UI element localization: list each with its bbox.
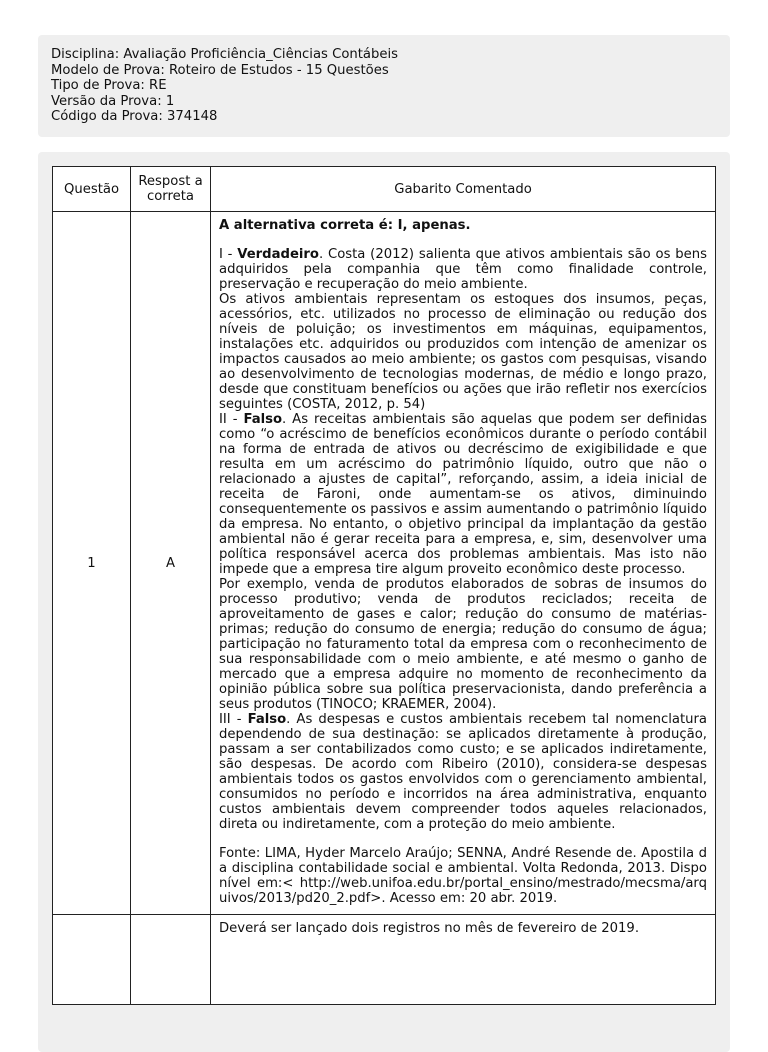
source-citation: Fonte: LIMA, Hyder Marcelo Araújo; SENNA, André Resende de. Apostila da disciplina contabilidade social e ambiental. Volta Redonda, 2013. Disponível em:< http://web.unifoa.edu.br/portal_ensino/mestrado/mecsma/arquivos/2013/pd20_2.pdf>. Acesso em: 20 abr. 2019. [219, 846, 707, 906]
answer-text: Deverá ser lançado dois registros no mês de fevereiro de 2019. [219, 921, 640, 936]
disciplina-line: Disciplina: Avaliação Proficiência_Ciências Contábeis [51, 47, 399, 62]
item-ii-detail: Por exemplo, venda de produtos elaborados de sobras de insumos do processo produtivo; venda de produtos reciclados; receita de aproveitamento de gases e calor; redução do consumo de matérias-primas; redução do consumo de energia; redução do consumo de água; participação no faturamento total da empresa com o reconhecimento de sua responsabilidade com o meio ambiente, e até mesmo o ganho de mercado que a empresa adquire no momento de reconhecimento da opinião pública sobre sua política preservacionista, dando preferência a seus produtos (TINOCO; KRAEMER, 2004). [219, 577, 707, 712]
item-iii: III - Falso. As despesas e custos ambientais recebem tal nomenclatura dependendo de sua destinação: se aplicados diretamente à produção, passam a ser contabilizados como custo; e se aplicados indiretamente, são despesas. De acordo com Ribeiro (2010), considera-se despesas ambientais todos os gastos envolvidos com o gerenciamento ambiental, consumidos no período e incorridos na área administrativa, enquanto custos ambientais devem compreender todos aqueles relacionados, direta ou indiretamente, com a proteção do meio ambiente. [219, 712, 707, 832]
questao-number: 1 [53, 212, 131, 915]
item-ii: II - Falso. As receitas ambientais são aquelas que podem ser definidas como “o acréscimo de benefícios econômicos durante o período contábil na forma de entrada de ativos ou decréscimo de exigibilidade e que resulta em um acréscimo do patrimônio líquido, outro que não o relacionado a ajustes de capital”, reforçando, assim, a ideia inicial de receita de Faroni, onde aumentam-se os ativos, diminuindo consequentemente os passivos e assim aumentando o patrimônio líquido da empresa. No entanto, o objetivo principal da implantação da gestão ambiental não é gerar receita para a empresa, e, sim, desenvolver uma política responsável acerca dos problemas ambientais. Mas isto não impede que a empresa tire algum proveito econômico deste processo. [219, 412, 708, 577]
correct-answer [131, 915, 211, 1005]
gabarito-comment [211, 212, 716, 915]
questao-number [53, 915, 131, 1005]
codigo-line: Código da Prova: 374148 [51, 109, 218, 124]
gabarito-comment [211, 915, 716, 1005]
item-i-detail: Os ativos ambientais representam os estoques dos insumos, peças, acessórios, etc. utilizados no processo de eliminação ou redução dos níveis de poluição; os investimentos em máquinas, equipamentos, instalações etc. adquiridos ou produzidos com intenção de amenizar os impactos causados ao meio ambiente; os gastos com pesquisas, visando ao desenvolvimento de tecnologias modernas, de médio e longo prazo, desde que constituam benefícios ou ações que irão refletir nos exercícios seguintes (COSTA, 2012, p. 54) [219, 292, 707, 412]
answer-key-table [52, 166, 716, 1005]
item-i: I - Verdadeiro. Costa (2012) salienta que ativos ambientais são os bens adquiridos pela companhia que têm como finalidade controle, preservação e recuperação do meio ambiente. [219, 247, 707, 292]
modelo-line: Modelo de Prova: Roteiro de Estudos - 15 Questões [51, 62, 389, 78]
tipo-line: Tipo de Prova: RE [51, 78, 167, 93]
table-row [53, 212, 716, 915]
exam-info-header [38, 35, 730, 137]
versao-line: Versão da Prova: 1 [51, 93, 175, 109]
header-questao: Questão [53, 167, 131, 212]
table-header-row [53, 167, 716, 212]
answer-headline: A alternativa correta é: I, apenas. [219, 218, 471, 233]
correct-answer: A [131, 212, 211, 915]
header-gabarito: Gabarito Comentado [211, 167, 716, 212]
table-row [53, 915, 716, 1005]
header-resposta: Respost a correta [131, 167, 211, 212]
